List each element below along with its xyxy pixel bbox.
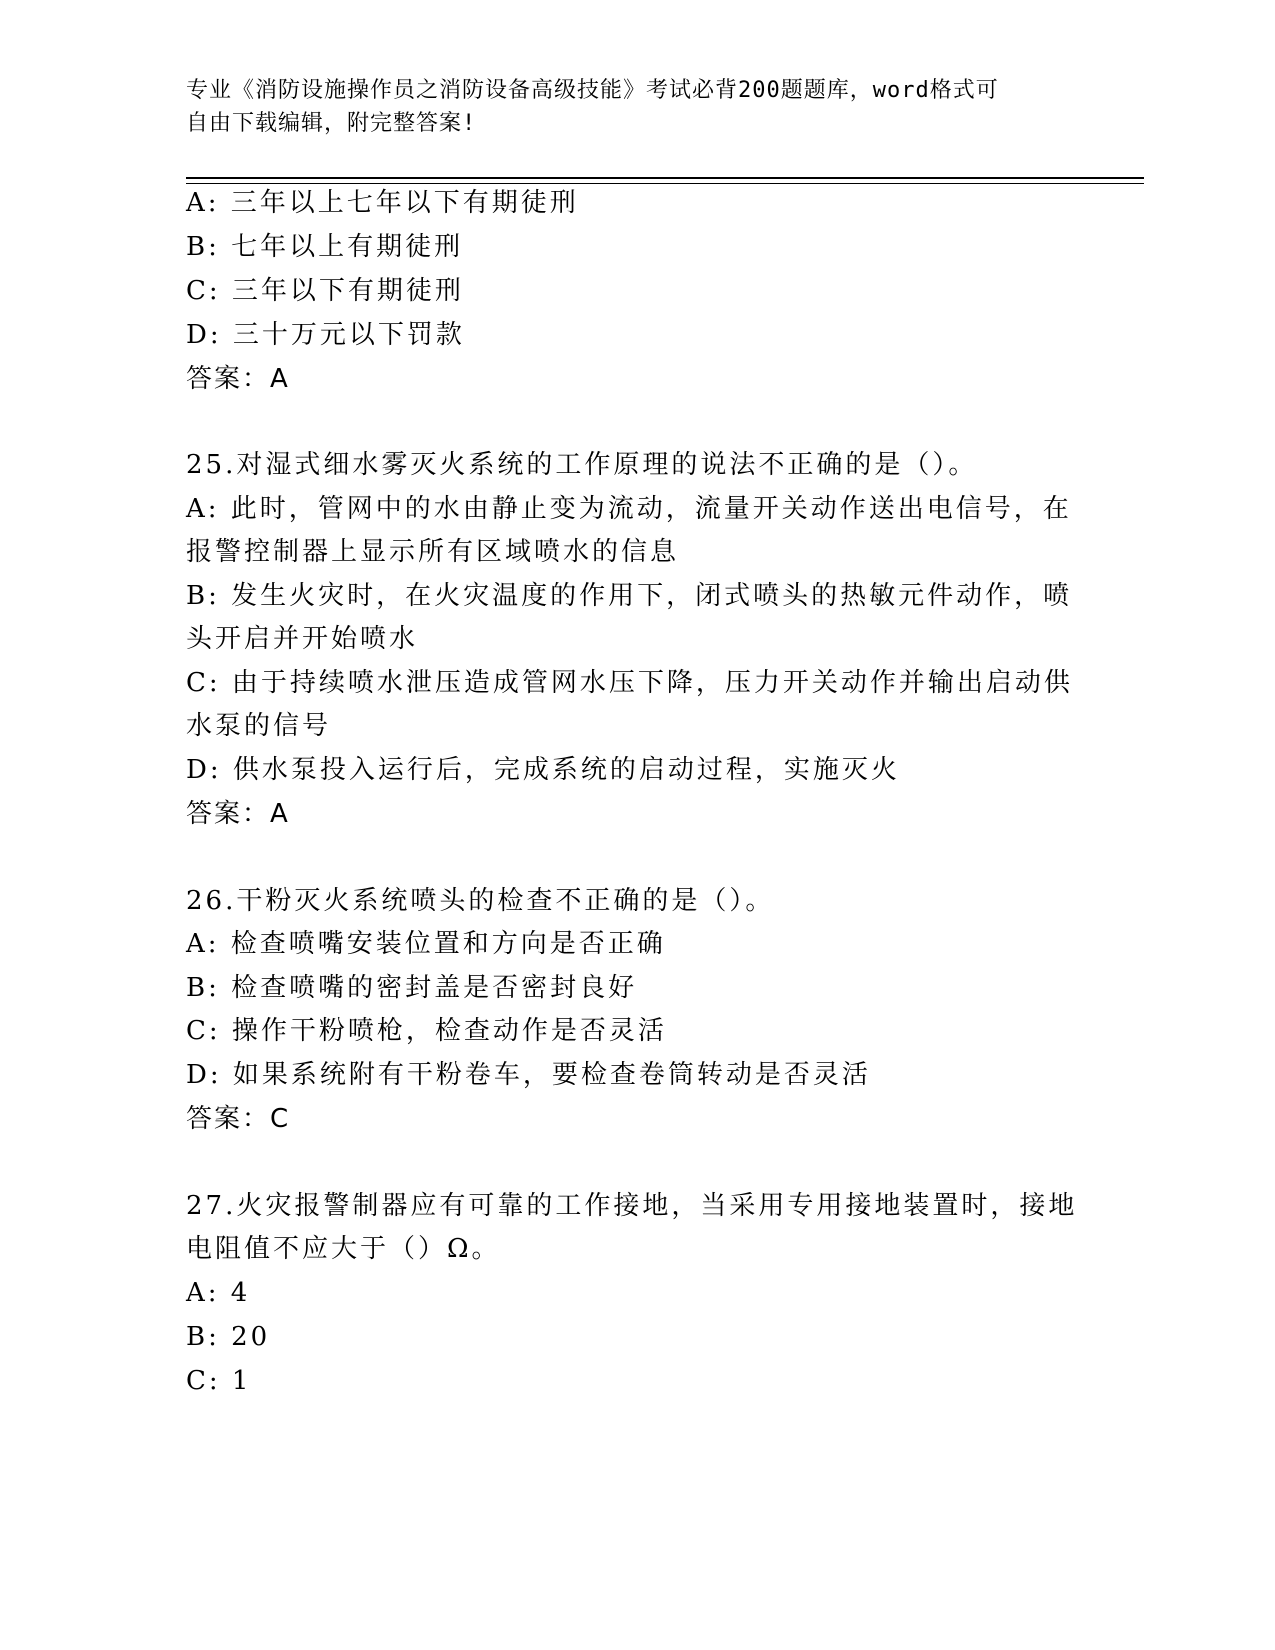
q27-stem-line2: 电阻值不应大于（）Ω。 bbox=[186, 1234, 501, 1264]
q27-stem-line1: 27.火灾报警制器应有可靠的工作接地，当采用专用接地装置时，接地 bbox=[186, 1191, 1078, 1221]
document-header bbox=[186, 74, 1066, 140]
q26-answer: 答案：C bbox=[186, 1104, 291, 1134]
q25-option-a-line2: 报警控制器上显示所有区域喷水的信息 bbox=[186, 537, 680, 567]
q24-answer: 答案：A bbox=[186, 364, 290, 394]
header-line-2: 自由下载编辑，附完整答案! bbox=[186, 111, 477, 136]
q25-option-b-line2: 头开启并开始喷水 bbox=[186, 624, 419, 654]
q26-stem: 26.干粉灭火系统喷头的检查不正确的是（）。 bbox=[186, 886, 775, 916]
q25-option-d: D: 供水泵投入运行后，完成系统的启动过程，实施灭火 bbox=[186, 755, 900, 785]
q25-option-a-line1: A: 此时，管网中的水由静止变为流动，流量开关动作送出电信号，在 bbox=[186, 494, 1072, 524]
q26-option-c: C: 操作干粉喷枪，检查动作是否灵活 bbox=[186, 1016, 667, 1046]
q25-option-c-line2: 水泵的信号 bbox=[186, 711, 332, 741]
header-divider-thick bbox=[186, 177, 1144, 179]
q26-option-a: A: 检查喷嘴安装位置和方向是否正确 bbox=[186, 929, 666, 959]
q24-option-b: B: 七年以上有期徒刑 bbox=[186, 232, 464, 262]
q24-option-c: C: 三年以下有期徒刑 bbox=[186, 276, 464, 306]
q25-answer: 答案：A bbox=[186, 799, 290, 829]
q24-option-d: D: 三十万元以下罚款 bbox=[186, 320, 465, 350]
q27-option-b: B: 20 bbox=[186, 1322, 271, 1352]
header-line-1: 专业《消防设施操作员之消防设备高级技能》考试必背200题题库，word格式可 bbox=[186, 78, 999, 103]
q24-option-a: A: 三年以上七年以下有期徒刑 bbox=[186, 188, 579, 218]
header-divider-thin bbox=[186, 183, 1144, 184]
q25-option-b-line1: B: 发生火灾时，在火灾温度的作用下，闭式喷头的热敏元件动作，喷 bbox=[186, 581, 1073, 611]
q26-option-b: B: 检查喷嘴的密封盖是否密封良好 bbox=[186, 973, 638, 1003]
q25-option-c-line1: C: 由于持续喷水泄压造成管网水压下降，压力开关动作并输出启动供 bbox=[186, 668, 1073, 698]
q27-option-a: A: 4 bbox=[186, 1278, 251, 1308]
q26-option-d: D: 如果系统附有干粉卷车，要检查卷筒转动是否灵活 bbox=[186, 1060, 871, 1090]
q27-option-c: C: 1 bbox=[186, 1366, 252, 1396]
q25-stem: 25.对湿式细水雾灭火系统的工作原理的说法不正确的是（）。 bbox=[186, 450, 978, 480]
